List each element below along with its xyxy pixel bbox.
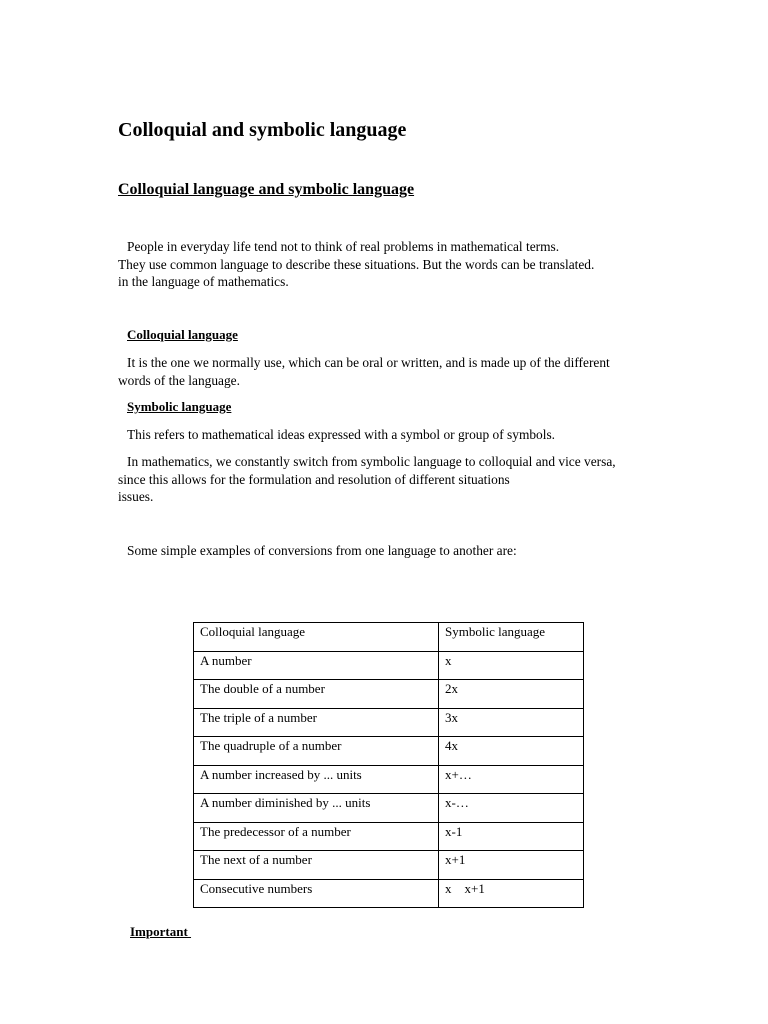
important-heading: Important: [130, 924, 192, 939]
table-row: [194, 794, 584, 823]
switch-paragraph: [118, 453, 658, 506]
table-cell: A number: [194, 651, 439, 680]
examples-line: Some simple examples of conversions from one language to another are:: [127, 543, 517, 558]
page-title: Colloquial and symbolic language: [118, 119, 407, 141]
colloquial-line: It is the one we normally use, which can be oral or written, and is made up of the different: [127, 355, 610, 370]
table-cell: The triple of a number: [194, 708, 439, 737]
colloquial-heading: Colloquial language: [127, 327, 238, 342]
symbolic-paragraph: [118, 426, 658, 444]
table-row: [194, 680, 584, 709]
symbolic-heading: Symbolic language: [127, 399, 232, 414]
table-cell: The predecessor of a number: [194, 822, 439, 851]
intro-line: in the language of mathematics.: [118, 274, 289, 289]
table-cell: x+…: [439, 765, 584, 794]
intro-paragraph: [118, 238, 658, 291]
table-row: [194, 879, 584, 908]
conversion-table: [193, 622, 584, 908]
table-cell: x: [439, 651, 584, 680]
table-cell: x-1: [439, 822, 584, 851]
table-cell: Consecutive numbers: [194, 879, 439, 908]
table-row: [194, 851, 584, 880]
table-cell: 4x: [439, 737, 584, 766]
table-cell: The double of a number: [194, 680, 439, 709]
colloquial-line: words of the language.: [118, 372, 240, 388]
switch-line: issues.: [118, 489, 154, 504]
table-row: [194, 765, 584, 794]
header-cell: Colloquial language: [194, 623, 439, 652]
table-cell: 2x: [439, 680, 584, 709]
table-cell: A number increased by ... units: [194, 765, 439, 794]
table-cell: The quadruple of a number: [194, 737, 439, 766]
table-row: [194, 708, 584, 737]
table-row: [194, 822, 584, 851]
intro-line: People in everyday life tend not to think of real problems in mathematical terms.: [127, 239, 560, 254]
section-subtitle: Colloquial language and symbolic language: [118, 181, 415, 198]
table-cell: 3x: [439, 708, 584, 737]
table-cell: x x+1: [439, 879, 584, 908]
table-row: [194, 651, 584, 680]
switch-line: since this allows for the formulation and resolution of different situations: [118, 471, 510, 487]
table-cell: x+1: [439, 851, 584, 880]
header-cell: Symbolic language: [439, 623, 584, 652]
intro-line: They use common language to describe these situations. But the words can be translated.: [118, 256, 595, 272]
table-cell: x-…: [439, 794, 584, 823]
symbolic-line: This refers to mathematical ideas expressed with a symbol or group of symbols.: [127, 427, 556, 442]
examples-paragraph: [118, 542, 658, 560]
table-header-row: [194, 623, 584, 652]
colloquial-paragraph: [118, 354, 658, 389]
table-cell: The next of a number: [194, 851, 439, 880]
table-cell: A number diminished by ... units: [194, 794, 439, 823]
switch-line: In mathematics, we constantly switch from symbolic language to colloquial and vice versa,: [127, 454, 616, 469]
table-row: [194, 737, 584, 766]
